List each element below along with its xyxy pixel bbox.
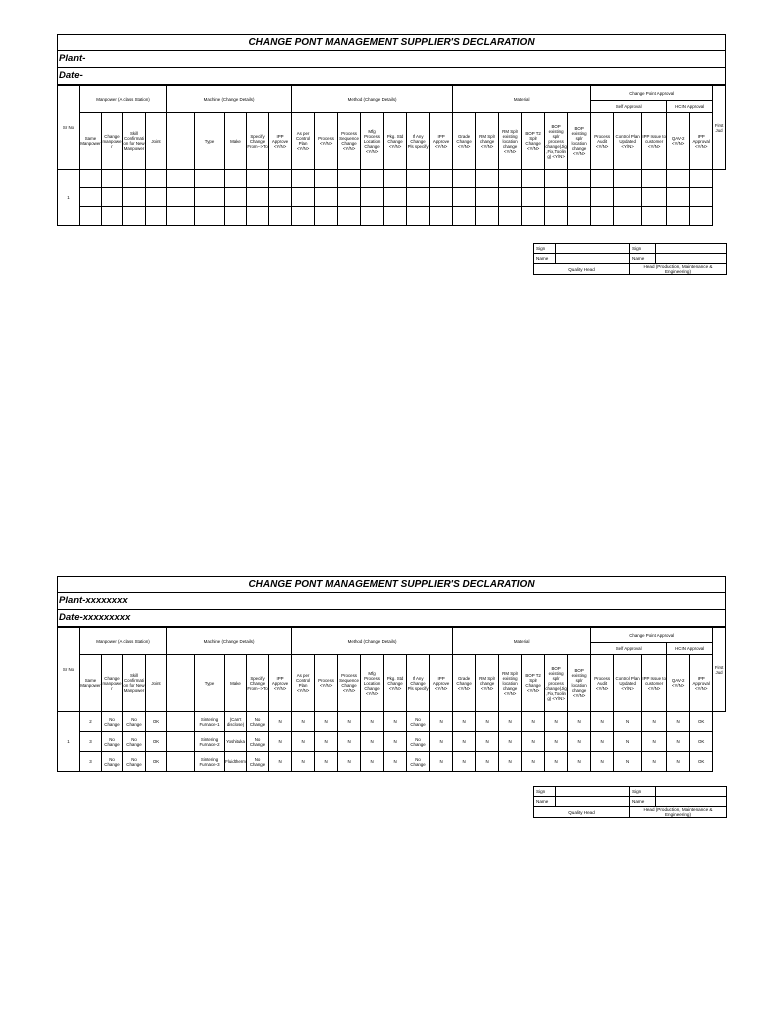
data-cell[interactable] (146, 170, 167, 188)
data-cell[interactable]: N (499, 732, 522, 752)
data-cell[interactable] (167, 207, 195, 226)
data-cell[interactable]: N (384, 732, 407, 752)
data-cell[interactable] (167, 712, 195, 732)
sign-label: Sign (630, 244, 656, 254)
production-head-name-field[interactable] (656, 254, 727, 264)
column-header: As per Control Plan <Y/N> (292, 113, 315, 170)
column-header: BOP T2 Splr Change <Y/N> (522, 655, 545, 712)
column-header: IPP Approve <Y/N> (269, 655, 292, 712)
data-cell[interactable]: N (476, 752, 499, 772)
data-cell[interactable] (430, 207, 453, 226)
data-cell[interactable] (522, 188, 545, 207)
data-cell[interactable]: OK (690, 732, 713, 752)
data-cell[interactable]: Yoshituka (225, 732, 247, 752)
data-cell[interactable]: N (642, 712, 667, 732)
column-header: Process Sequence Change <Y/N> (338, 113, 361, 170)
data-cell[interactable] (123, 188, 146, 207)
manpower-header: Manpower (A class Station) (80, 628, 167, 655)
data-cell[interactable]: No Change (102, 712, 123, 732)
column-header: RM Splr change <Y/N> (476, 655, 499, 712)
name-label: Name (630, 797, 656, 807)
data-cell[interactable] (146, 188, 167, 207)
sign-label: Sign (534, 787, 556, 797)
data-cell[interactable]: OK (146, 732, 167, 752)
quality-head-sign-field[interactable] (556, 244, 630, 254)
data-cell[interactable]: N (614, 752, 642, 772)
data-cell[interactable]: No Change (102, 752, 123, 772)
sr-no-header: Sr No (58, 86, 80, 170)
data-cell[interactable]: N (642, 752, 667, 772)
data-cell[interactable]: OK (690, 752, 713, 772)
data-cell[interactable]: No Change (102, 732, 123, 752)
data-cell[interactable] (123, 207, 146, 226)
data-cell[interactable] (338, 188, 361, 207)
data-cell[interactable]: N (269, 752, 292, 772)
data-cell[interactable]: Sintering Furnace-3 (195, 752, 225, 772)
column-header: Mfg Process Location Change <Y/N> (361, 113, 384, 170)
name-label: Name (630, 254, 656, 264)
data-cell[interactable]: OK (690, 712, 713, 732)
data-cell[interactable] (195, 188, 225, 207)
data-cell[interactable]: N (430, 732, 453, 752)
data-cell[interactable]: N (292, 712, 315, 732)
production-head-sign-field[interactable] (656, 244, 727, 254)
data-cell[interactable] (690, 170, 713, 188)
data-cell[interactable]: N (499, 712, 522, 732)
quality-head-label: Quality Head (534, 807, 630, 818)
column-header: RM Splr existing location change <Y/N> (499, 655, 522, 712)
column-header: Control Plan Updated <Y/N> (614, 655, 642, 712)
data-cell[interactable] (338, 207, 361, 226)
column-header: If Any Change Pls specify (407, 655, 430, 712)
data-cell[interactable]: No Change (247, 712, 269, 732)
data-cell[interactable] (102, 207, 123, 226)
data-cell[interactable] (522, 207, 545, 226)
data-cell[interactable] (667, 188, 690, 207)
name-label: Name (534, 254, 556, 264)
data-cell[interactable]: No Change (407, 732, 430, 752)
data-cell[interactable]: N (667, 732, 690, 752)
data-cell[interactable]: 3 (80, 732, 102, 752)
data-cell[interactable]: N (476, 712, 499, 732)
form-title: CHANGE PONT MANAGEMENT SUPPLIER'S DECLARATION (57, 576, 726, 593)
data-cell[interactable]: N (568, 732, 591, 752)
data-cell[interactable] (80, 188, 102, 207)
data-cell[interactable]: No Change (247, 752, 269, 772)
table-row (58, 752, 726, 772)
data-cell[interactable]: N (614, 712, 642, 732)
data-cell[interactable]: N (453, 732, 476, 752)
data-cell[interactable] (195, 170, 225, 188)
data-cell[interactable]: N (642, 732, 667, 752)
data-cell[interactable]: N (591, 752, 614, 772)
column-header: BOP existing splr process change(Jig,Fix,Tooling) <Y/N> (545, 655, 568, 712)
data-cell[interactable] (476, 170, 499, 188)
column-header: Process Audit <Y/N> (591, 113, 614, 170)
machine-header: Machine (Change Details) (167, 86, 292, 113)
data-cell[interactable] (430, 188, 453, 207)
column-header: Process Sequence Change <Y/N> (338, 655, 361, 712)
data-cell[interactable]: N (499, 752, 522, 772)
data-cell[interactable]: N (430, 752, 453, 772)
data-cell[interactable] (591, 188, 614, 207)
column-header: RM Splr change <Y/N> (476, 113, 499, 170)
data-cell[interactable] (123, 170, 146, 188)
production-head-name-field[interactable] (656, 797, 727, 807)
data-cell[interactable] (315, 170, 338, 188)
date-field[interactable]: Date- (57, 68, 726, 85)
data-cell[interactable]: N (269, 732, 292, 752)
data-cell[interactable]: Sintering Furnace-1 (195, 712, 225, 732)
data-cell[interactable] (476, 207, 499, 226)
data-cell[interactable] (453, 170, 476, 188)
data-cell[interactable]: N (614, 732, 642, 752)
data-cell[interactable] (195, 207, 225, 226)
column-header: Process <Y/N> (315, 655, 338, 712)
data-cell[interactable]: N (522, 712, 545, 732)
column-header: Process <Y/N> (315, 113, 338, 170)
data-cell[interactable] (545, 207, 568, 226)
data-cell[interactable]: (Can't disclose) (225, 712, 247, 732)
method-header: Method (Change Details) (292, 628, 453, 655)
self-approval-header: Self Approval (591, 643, 667, 655)
name-label: Name (534, 797, 556, 807)
data-cell[interactable] (614, 207, 642, 226)
data-cell[interactable] (453, 207, 476, 226)
data-cell[interactable] (407, 170, 430, 188)
column-header: IPP Approve <Y/N> (430, 113, 453, 170)
column-header: IPP Issue to customer <Y/N> (642, 113, 667, 170)
data-cell[interactable]: N (338, 752, 361, 772)
data-cell[interactable]: N (522, 732, 545, 752)
data-cell[interactable]: N (269, 712, 292, 732)
data-cell[interactable]: N (667, 752, 690, 772)
data-cell[interactable] (167, 732, 195, 752)
column-header: IPP Approval <Y/N> (690, 113, 713, 170)
plant-field[interactable]: Plant-xxxxxxxx (57, 593, 726, 610)
column-header: BOP existing splr process change(Jig,Fix,Tooling) <Y/N> (545, 113, 568, 170)
data-cell[interactable] (690, 188, 713, 207)
quality-head-sign-field[interactable] (556, 787, 630, 797)
first-jud-header: First Jud (713, 86, 726, 170)
column-header: Make (225, 655, 247, 712)
data-cell[interactable] (167, 752, 195, 772)
data-cell[interactable]: N (453, 712, 476, 732)
data-cell[interactable] (146, 207, 167, 226)
column-header: IPP Issue to customer <Y/N> (642, 655, 667, 712)
declaration-form-blank (57, 34, 726, 226)
sign-label: Sign (534, 244, 556, 254)
column-header: Specify Change From-->To (247, 655, 269, 712)
data-cell[interactable] (642, 188, 667, 207)
data-cell[interactable]: N (667, 712, 690, 732)
data-cell[interactable] (315, 207, 338, 226)
method-header: Method (Change Details) (292, 86, 453, 113)
column-header: Specify Change From-->To (247, 113, 269, 170)
column-header: Type (195, 113, 225, 170)
data-cell[interactable]: N (453, 752, 476, 772)
column-header: Mfg Process Location Change <Y/N> (361, 655, 384, 712)
data-cell[interactable] (338, 170, 361, 188)
column-header: BOP existing splr location change <Y/N> (568, 655, 591, 712)
data-cell[interactable]: N (315, 732, 338, 752)
change-point-table (57, 627, 726, 772)
table-row (58, 732, 726, 752)
data-cell[interactable] (315, 188, 338, 207)
data-cell[interactable] (568, 188, 591, 207)
data-cell[interactable] (667, 207, 690, 226)
data-cell[interactable] (591, 170, 614, 188)
data-cell[interactable] (269, 188, 292, 207)
data-cell[interactable] (361, 170, 384, 188)
data-cell[interactable] (568, 207, 591, 226)
column-header: Grade Change <Y/N> (453, 113, 476, 170)
column-header: Process Audit <Y/N> (591, 655, 614, 712)
change-point-approval-header: Change Point Approval (591, 86, 713, 101)
data-cell[interactable] (167, 170, 195, 188)
data-cell[interactable] (614, 170, 642, 188)
hcin-approval-header: HCIN Approval (667, 101, 713, 113)
data-cell[interactable]: N (338, 712, 361, 732)
column-header: Control Plan Updated <Y/N> (614, 113, 642, 170)
manpower-header: Manpower (A class Station) (80, 86, 167, 113)
signature-table (533, 786, 727, 818)
change-point-table (57, 85, 726, 226)
data-cell[interactable]: N (384, 752, 407, 772)
machine-header: Machine (Change Details) (167, 628, 292, 655)
data-cell[interactable] (522, 170, 545, 188)
column-header: Joint (146, 655, 167, 712)
signature-table (533, 243, 727, 275)
data-cell[interactable]: Fluidtherm (225, 752, 247, 772)
data-cell[interactable] (225, 188, 247, 207)
data-cell[interactable]: N (430, 712, 453, 732)
data-cell[interactable] (614, 188, 642, 207)
column-header: QAV-2 <Y/N> (667, 655, 690, 712)
data-cell[interactable]: No Change (123, 732, 146, 752)
column-header: Skill Confirmation for New Manpower (123, 655, 146, 712)
data-cell[interactable]: OK (146, 712, 167, 732)
data-cell[interactable]: N (545, 712, 568, 732)
sr-no-cell: 1 (58, 170, 80, 226)
table-row (58, 170, 726, 188)
column-header: Change manpower (102, 113, 123, 170)
column-header: Grade Change <Y/N> (453, 655, 476, 712)
quality-head-label: Quality Head (534, 264, 630, 275)
form-title: CHANGE PONT MANAGEMENT SUPPLIER'S DECLARATION (57, 34, 726, 51)
column-header: QAV-2 <Y/N> (667, 113, 690, 170)
data-cell[interactable] (476, 188, 499, 207)
column-header: Pkg. Std Change <Y/N> (384, 655, 407, 712)
production-head-label: Head (Production, Maintenance & Engineering) (630, 807, 727, 818)
data-cell[interactable] (499, 188, 522, 207)
quality-head-name-field[interactable] (556, 254, 630, 264)
data-cell[interactable] (499, 170, 522, 188)
data-cell[interactable]: N (292, 752, 315, 772)
table-row (58, 188, 726, 207)
data-cell[interactable] (407, 207, 430, 226)
data-cell[interactable]: 3 (80, 752, 102, 772)
data-cell[interactable]: OK (146, 752, 167, 772)
column-header: IPP Approve <Y/N> (269, 113, 292, 170)
data-cell[interactable] (167, 188, 195, 207)
data-cell[interactable] (499, 207, 522, 226)
data-cell[interactable] (102, 170, 123, 188)
data-cell[interactable] (690, 207, 713, 226)
column-header: Pkg. Std Change <Y/N> (384, 113, 407, 170)
data-cell[interactable]: N (361, 752, 384, 772)
data-cell[interactable] (80, 170, 102, 188)
data-cell[interactable] (642, 207, 667, 226)
column-header: If Any Change Pls specify (407, 113, 430, 170)
data-cell[interactable]: No Change (123, 752, 146, 772)
data-cell[interactable] (453, 188, 476, 207)
data-cell[interactable] (642, 170, 667, 188)
data-cell[interactable] (361, 188, 384, 207)
table-row (58, 207, 726, 226)
data-cell[interactable] (384, 207, 407, 226)
data-cell[interactable] (667, 170, 690, 188)
data-cell[interactable]: No Change (247, 732, 269, 752)
data-cell[interactable] (361, 207, 384, 226)
data-cell[interactable] (80, 207, 102, 226)
data-cell[interactable]: N (591, 712, 614, 732)
data-cell[interactable]: N (568, 752, 591, 772)
data-cell[interactable]: N (315, 712, 338, 732)
data-cell[interactable]: N (315, 752, 338, 772)
data-cell[interactable] (292, 207, 315, 226)
data-cell[interactable]: N (545, 732, 568, 752)
data-cell[interactable]: N (476, 732, 499, 752)
data-cell[interactable] (269, 170, 292, 188)
quality-head-name-field[interactable] (556, 797, 630, 807)
data-cell[interactable] (247, 207, 269, 226)
production-head-sign-field[interactable] (656, 787, 727, 797)
data-cell[interactable]: 2 (80, 712, 102, 732)
data-cell[interactable]: No Change (123, 712, 146, 732)
production-head-label: Head (Production, Maintenance & Engineering) (630, 264, 727, 275)
data-cell[interactable] (545, 188, 568, 207)
data-cell[interactable]: N (338, 732, 361, 752)
column-header: Skill Confirmation for New Manpower (123, 113, 146, 170)
data-cell[interactable]: No Change (407, 752, 430, 772)
data-cell[interactable] (247, 188, 269, 207)
column-header (167, 655, 195, 712)
hcin-approval-header: HCIN Approval (667, 643, 713, 655)
data-cell[interactable] (545, 170, 568, 188)
column-header: Joint (146, 113, 167, 170)
date-field[interactable]: Date-xxxxxxxxx (57, 610, 726, 627)
data-cell[interactable] (568, 170, 591, 188)
column-header: Type (195, 655, 225, 712)
signature-block (533, 243, 726, 275)
self-approval-header: Self Approval (591, 101, 667, 113)
data-cell[interactable] (384, 188, 407, 207)
data-cell[interactable] (384, 170, 407, 188)
sr-no-header: Sr No (58, 628, 80, 712)
data-cell[interactable] (292, 170, 315, 188)
column-header: RM Splr existing location change <Y/N> (499, 113, 522, 170)
column-header: As per Control Plan <Y/N> (292, 655, 315, 712)
data-cell[interactable] (102, 188, 123, 207)
column-header: Make (225, 113, 247, 170)
column-header: Change manpower (102, 655, 123, 712)
data-cell[interactable]: N (361, 732, 384, 752)
data-cell[interactable] (225, 170, 247, 188)
column-header: BOP existing splr location change <Y/N> (568, 113, 591, 170)
column-header: IPP Approval <Y/N> (690, 655, 713, 712)
table-row (58, 712, 726, 732)
data-cell[interactable] (430, 170, 453, 188)
data-cell[interactable]: N (545, 752, 568, 772)
data-cell[interactable]: N (568, 712, 591, 732)
material-header: Material (453, 86, 591, 113)
column-header: Same Manpower (80, 655, 102, 712)
material-header: Material (453, 628, 591, 655)
data-cell[interactable] (407, 188, 430, 207)
data-cell[interactable] (591, 207, 614, 226)
column-header: BOP T2 Splr Change <Y/N> (522, 113, 545, 170)
data-cell[interactable] (247, 170, 269, 188)
data-cell[interactable] (292, 188, 315, 207)
column-header (167, 113, 195, 170)
sr-no-cell: 1 (58, 712, 80, 772)
data-cell[interactable]: Sintering Furnace-2 (195, 732, 225, 752)
change-point-approval-header: Change Point Approval (591, 628, 713, 643)
data-cell[interactable]: N (292, 732, 315, 752)
sign-label: Sign (630, 787, 656, 797)
signature-block (533, 786, 726, 818)
plant-field[interactable]: Plant- (57, 51, 726, 68)
data-cell[interactable]: N (591, 732, 614, 752)
data-cell[interactable] (225, 207, 247, 226)
data-cell[interactable]: No Change (407, 712, 430, 732)
data-cell[interactable]: N (522, 752, 545, 772)
column-header: IPP Approve <Y/N> (430, 655, 453, 712)
data-cell[interactable]: N (361, 712, 384, 732)
data-cell[interactable]: N (384, 712, 407, 732)
data-cell[interactable] (269, 207, 292, 226)
first-jud-header: First Jud (713, 628, 726, 712)
declaration-form-filled (57, 576, 726, 772)
column-header: Same Manpower (80, 113, 102, 170)
